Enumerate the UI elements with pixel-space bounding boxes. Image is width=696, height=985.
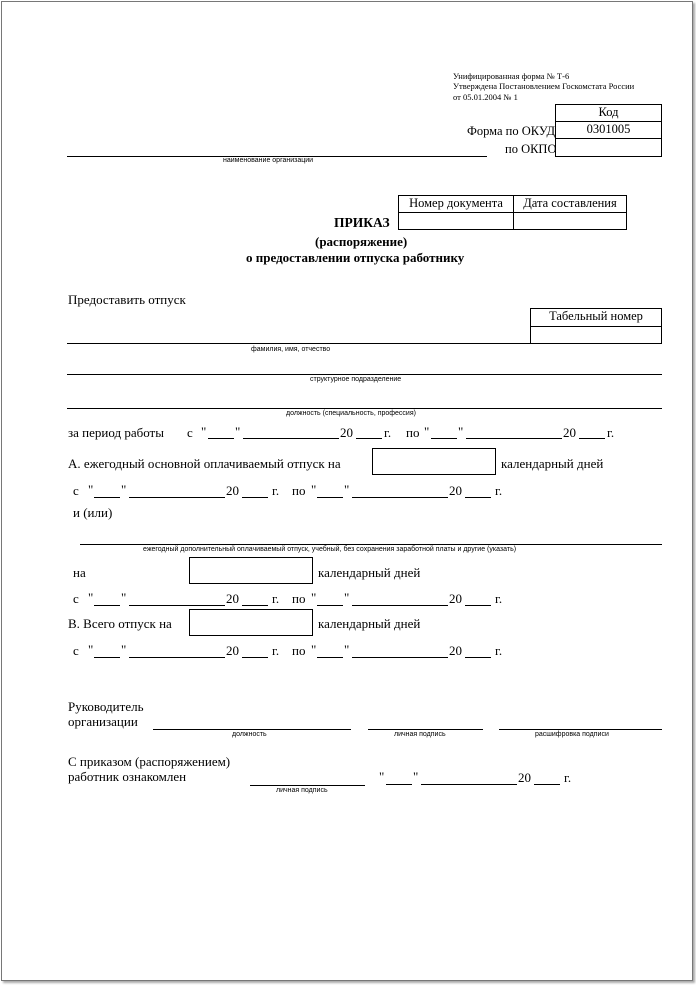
quote: " bbox=[88, 590, 94, 605]
quote: " bbox=[344, 642, 350, 657]
ack-month[interactable] bbox=[421, 784, 517, 785]
head-signature-line[interactable] bbox=[368, 729, 483, 730]
tab-number-header: Табельный номер bbox=[530, 308, 662, 327]
period-from-year[interactable] bbox=[356, 438, 382, 439]
ack-day[interactable] bbox=[386, 784, 412, 785]
add-to-month[interactable] bbox=[352, 605, 448, 606]
order-title: ПРИКАЗ bbox=[334, 215, 390, 230]
okpo-value[interactable] bbox=[555, 138, 662, 157]
okpo-label: по ОКПО bbox=[505, 142, 557, 156]
century: 20 bbox=[449, 591, 462, 606]
period-from-month[interactable] bbox=[243, 438, 339, 439]
a-to-day[interactable] bbox=[317, 497, 343, 498]
period-to-month[interactable] bbox=[466, 438, 562, 439]
b-from-day[interactable] bbox=[94, 657, 120, 658]
doc-date-field[interactable] bbox=[513, 212, 627, 230]
add-to-day[interactable] bbox=[317, 605, 343, 606]
acquainted-label-2: работник ознакомлен bbox=[68, 769, 187, 784]
additional-na-label: на bbox=[73, 565, 86, 580]
to-label: по bbox=[292, 643, 306, 658]
employee-signature-line[interactable] bbox=[250, 785, 365, 786]
quote: " bbox=[88, 642, 94, 657]
head-label-1: Руководитель bbox=[68, 699, 144, 714]
quote: " bbox=[458, 424, 464, 439]
period-label: за период работы bbox=[68, 425, 164, 440]
a-to-month[interactable] bbox=[352, 497, 448, 498]
head-label-2: организации bbox=[68, 714, 138, 729]
doc-number-field[interactable] bbox=[398, 212, 514, 230]
head-position-line[interactable] bbox=[153, 729, 351, 730]
b-to-month[interactable] bbox=[352, 657, 448, 658]
period-to-label: по bbox=[406, 425, 420, 440]
doc-date-header: Дата составления bbox=[513, 195, 627, 213]
grant-label: Предоставить отпуск bbox=[68, 292, 186, 307]
quote: " bbox=[344, 590, 350, 605]
form-caption-1: Унифицированная форма № Т-6 bbox=[453, 71, 570, 81]
period-from-label: с bbox=[187, 425, 193, 440]
from-label: с bbox=[73, 643, 79, 658]
century: 20 bbox=[226, 483, 239, 498]
year-suffix: г. bbox=[495, 483, 503, 498]
year-suffix: г. bbox=[384, 425, 392, 440]
quote: " bbox=[379, 769, 385, 784]
a-from-day[interactable] bbox=[94, 497, 120, 498]
year-suffix: г. bbox=[564, 770, 572, 785]
year-suffix: г. bbox=[495, 643, 503, 658]
quote: " bbox=[201, 424, 207, 439]
a-from-month[interactable] bbox=[129, 497, 225, 498]
to-label: по bbox=[292, 483, 306, 498]
period-from-day[interactable] bbox=[208, 438, 234, 439]
to-label: по bbox=[292, 591, 306, 606]
section-b-days-field[interactable] bbox=[189, 609, 313, 636]
section-a-label: А. ежегодный основной оплачиваемый отпуск на bbox=[68, 456, 341, 471]
ack-year[interactable] bbox=[534, 784, 560, 785]
and-or-label: и (или) bbox=[73, 505, 113, 520]
century: 20 bbox=[449, 483, 462, 498]
section-a-days-field[interactable] bbox=[372, 448, 496, 475]
b-from-year[interactable] bbox=[242, 657, 268, 658]
b-to-day[interactable] bbox=[317, 657, 343, 658]
b-from-month[interactable] bbox=[129, 657, 225, 658]
a-to-year[interactable] bbox=[465, 497, 491, 498]
add-to-year[interactable] bbox=[465, 605, 491, 606]
quote: " bbox=[424, 424, 430, 439]
add-from-year[interactable] bbox=[242, 605, 268, 606]
quote: " bbox=[121, 590, 127, 605]
year-suffix: г. bbox=[495, 591, 503, 606]
quote: " bbox=[311, 482, 317, 497]
order-description: о предоставлении отпуска работнику bbox=[246, 250, 465, 265]
fio-line[interactable] bbox=[67, 343, 530, 344]
quote: " bbox=[88, 482, 94, 497]
section-b-days-label: календарный дней bbox=[318, 616, 421, 631]
quote: " bbox=[121, 482, 127, 497]
additional-leave-line[interactable] bbox=[80, 544, 662, 545]
head-decoding-caption: расшифровка подписи bbox=[535, 731, 609, 738]
head-signature-caption: личная подпись bbox=[394, 731, 446, 738]
additional-leave-caption: ежегодный дополнительный оплачиваемый отпуск, учебный, без сохранения заработной платы и другие (указать) bbox=[143, 546, 517, 553]
employee-signature-caption: личная подпись bbox=[276, 787, 328, 794]
quote: " bbox=[235, 424, 241, 439]
century: 20 bbox=[449, 643, 462, 658]
period-to-year[interactable] bbox=[579, 438, 605, 439]
kod-header: Код bbox=[555, 104, 662, 122]
form-caption-2: Утверждена Постановлением Госкомстата России bbox=[453, 81, 635, 91]
quote: " bbox=[344, 482, 350, 497]
position-line[interactable] bbox=[67, 408, 662, 409]
okud-label: Форма по ОКУД bbox=[467, 124, 555, 138]
form-caption-3: от 05.01.2004 № 1 bbox=[453, 92, 518, 102]
section-b-label: В. Всего отпуск на bbox=[68, 616, 172, 631]
fio-caption: фамилия, имя, отчество bbox=[251, 346, 331, 353]
add-from-day[interactable] bbox=[94, 605, 120, 606]
century: 20 bbox=[226, 643, 239, 658]
additional-days-field[interactable] bbox=[189, 557, 313, 584]
year-suffix: г. bbox=[272, 483, 280, 498]
b-to-year[interactable] bbox=[465, 657, 491, 658]
tab-number-field[interactable] bbox=[530, 326, 662, 344]
add-from-month[interactable] bbox=[129, 605, 225, 606]
head-decoding-line[interactable] bbox=[499, 729, 662, 730]
century: 20 bbox=[340, 425, 353, 440]
quote: " bbox=[311, 590, 317, 605]
acquainted-label-1: С приказом (распоряжением) bbox=[68, 754, 231, 769]
from-label: с bbox=[73, 483, 79, 498]
a-from-year[interactable] bbox=[242, 497, 268, 498]
century: 20 bbox=[226, 591, 239, 606]
dept-line[interactable] bbox=[67, 374, 662, 375]
quote: " bbox=[121, 642, 127, 657]
century: 20 bbox=[563, 425, 576, 440]
additional-days-label: календарный дней bbox=[318, 565, 421, 580]
org-name-caption: наименование организации bbox=[223, 157, 314, 164]
quote: " bbox=[413, 769, 419, 784]
from-label: с bbox=[73, 591, 79, 606]
year-suffix: г. bbox=[272, 643, 280, 658]
section-a-days-label: календарный дней bbox=[501, 456, 604, 471]
doc-number-header: Номер документа bbox=[398, 195, 514, 213]
dept-caption: структурное подразделение bbox=[310, 376, 402, 383]
head-position-caption: должность bbox=[232, 731, 267, 738]
period-to-day[interactable] bbox=[431, 438, 457, 439]
order-subtitle: (распоряжение) bbox=[315, 234, 408, 249]
year-suffix: г. bbox=[272, 591, 280, 606]
century: 20 bbox=[518, 770, 531, 785]
quote: " bbox=[311, 642, 317, 657]
okud-value[interactable]: 0301005 bbox=[555, 121, 662, 139]
year-suffix: г. bbox=[607, 425, 615, 440]
position-caption: должность (специальность, профессия) bbox=[286, 410, 416, 417]
